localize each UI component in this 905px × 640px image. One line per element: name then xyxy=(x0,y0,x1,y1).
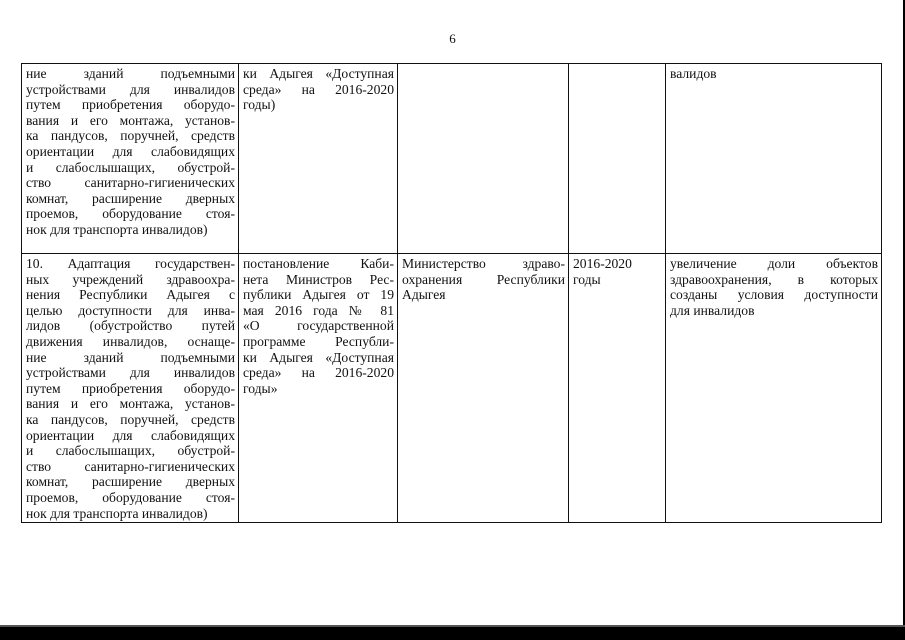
cell-text-line: 10. Адаптация государствен- xyxy=(26,256,235,271)
cell-activity xyxy=(22,254,239,523)
cell-text-line: публики Адыгея от 19 xyxy=(243,287,394,303)
cell-text-line: вания и его монтажа, установ- xyxy=(26,396,235,412)
cell-text-line: годы) xyxy=(243,97,276,113)
cell-text-line: ориентации для слабовидящих xyxy=(26,427,235,443)
cell-text-line: и слабослышащих, обустрой- xyxy=(26,443,235,459)
cell-text-line: созданы условия доступности xyxy=(670,287,878,303)
cell-text-line: среда» на 2016-2020 xyxy=(243,81,394,97)
cell-text-line: мая 2016 года № 81 xyxy=(243,302,394,318)
cell-text-line: «О государственной xyxy=(243,318,394,334)
cell-text-line: нения Республики Адыгея с xyxy=(26,287,235,303)
cell-text-line: ка пандусов, поручней, средств xyxy=(26,411,235,427)
cell-text-line: ство санитарно-гигиенических xyxy=(26,175,235,191)
cell-text-line: здравоохранения, в которых xyxy=(670,271,878,287)
cell-activity xyxy=(22,64,239,254)
cell-indicator xyxy=(666,64,882,254)
cell-period xyxy=(569,254,666,523)
page-number: 6 xyxy=(449,31,456,46)
scan-edge-bottom xyxy=(0,627,905,640)
cell-text-line: проемов, оборудование стоя- xyxy=(26,489,235,505)
cell-text-line: Министерство здраво- xyxy=(402,256,565,271)
cell-text-line: комнат, расширение дверных xyxy=(26,474,235,490)
cell-text-line: ки Адыгея «Доступная xyxy=(243,66,394,81)
cell-text-line: годы xyxy=(573,271,601,287)
cell-text-line: ных учреждений здравоохра- xyxy=(26,271,235,287)
cell-text-line: для инвалидов xyxy=(670,302,755,318)
cell-text-line: ки Адыгея «Доступная xyxy=(243,349,394,365)
cell-text-line: валидов xyxy=(670,66,717,81)
cell-text-line: 2016-2020 xyxy=(573,256,632,271)
cell-text-line: среда» на 2016-2020 xyxy=(243,365,394,381)
cell-text-line: нок для транспорта инвалидов) xyxy=(26,221,208,237)
cell-text-line: нок для транспорта инвалидов) xyxy=(26,505,208,521)
cell-text-line: нета Министров Рес- xyxy=(243,271,394,287)
cell-text-line: охранения Республики xyxy=(402,271,565,287)
cell-text-line: вания и его монтажа, установ- xyxy=(26,112,235,128)
cell-text-line: проемов, оборудование стоя- xyxy=(26,206,235,222)
cell-text-line: путем приобретения оборудо- xyxy=(26,97,235,113)
cell-text-line: устройствами для инвалидов xyxy=(26,81,235,97)
cell-text-line: комнат, расширение дверных xyxy=(26,190,235,206)
measures-table xyxy=(21,63,882,523)
cell-executor xyxy=(398,254,569,523)
cell-basis xyxy=(239,64,398,254)
cell-text-line: ние зданий подъемными xyxy=(26,349,235,365)
cell-indicator xyxy=(666,254,882,523)
cell-basis xyxy=(239,254,398,523)
table-row xyxy=(22,254,882,523)
cell-text-line: постановление Каби- xyxy=(243,256,394,271)
cell-text-line: лидов (обустройство путей xyxy=(26,318,235,334)
cell-text-line: увеличение доли объектов xyxy=(670,256,878,271)
cell-text-line: ка пандусов, поручней, средств xyxy=(26,128,235,144)
cell-text-line: годы» xyxy=(243,380,278,396)
cell-text-line: целью доступности для инва- xyxy=(26,302,235,318)
cell-text-line: устройствами для инвалидов xyxy=(26,365,235,381)
cell-text-line: ние зданий подъемными xyxy=(26,66,235,81)
table-row xyxy=(22,64,882,254)
cell-text-line: путем приобретения оборудо- xyxy=(26,380,235,396)
cell-text-line: и слабослышащих, обустрой- xyxy=(26,159,235,175)
cell-text-line: движения инвалидов, оснаще- xyxy=(26,333,235,349)
cell-text-line: ориентации для слабовидящих xyxy=(26,143,235,159)
cell-executor xyxy=(398,64,569,254)
cell-text-line: ство санитарно-гигиенических xyxy=(26,458,235,474)
cell-text-line: программе Республи- xyxy=(243,333,394,349)
cell-period xyxy=(569,64,666,254)
cell-text-line: Адыгея xyxy=(402,287,446,303)
